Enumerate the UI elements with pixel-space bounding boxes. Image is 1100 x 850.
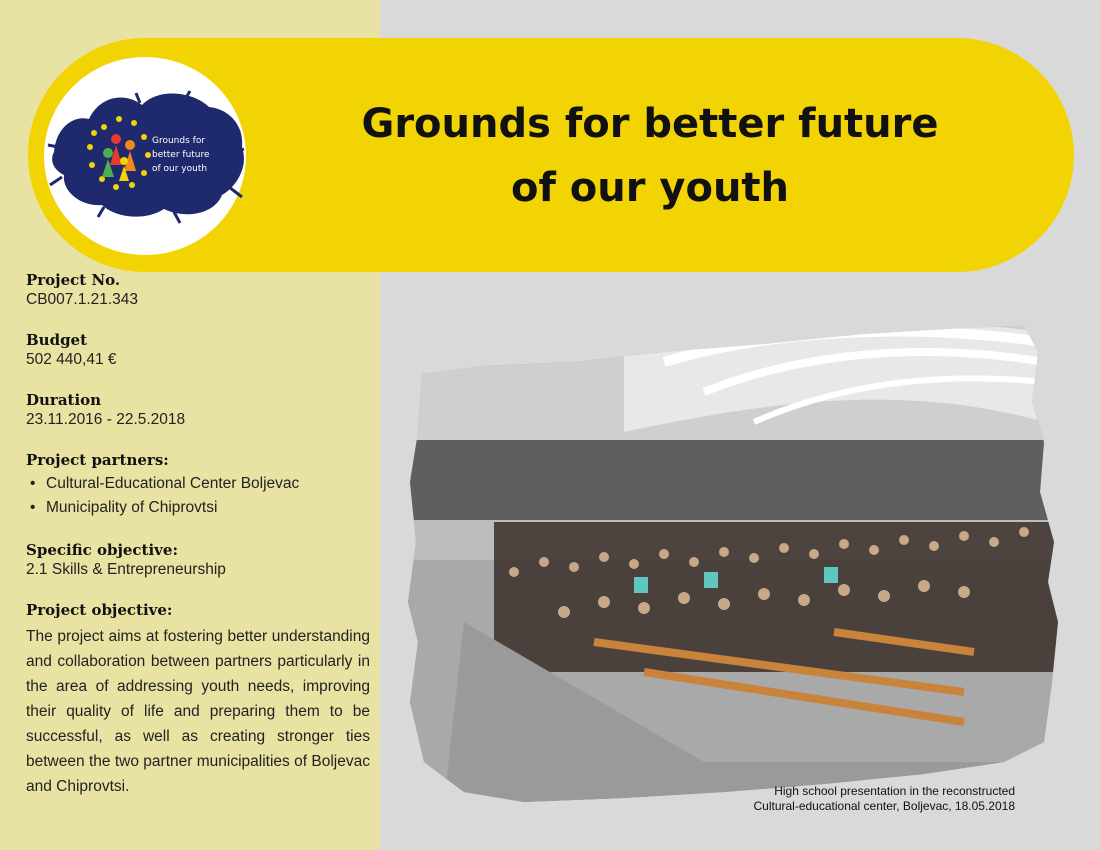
duration-label: Duration <box>26 391 102 409</box>
project-number-value: CB007.1.21.343 <box>26 291 139 308</box>
project-objective-section <box>26 600 370 799</box>
auditorium-photo <box>404 322 1060 804</box>
list-item <box>26 496 370 520</box>
partner-name: Cultural-Educational Center Boljevac <box>46 475 300 492</box>
title-line-2: of our youth <box>510 165 790 211</box>
eu-stars-figures-logo-icon <box>44 57 246 255</box>
partners-section <box>26 450 370 520</box>
partners-list <box>26 472 370 520</box>
partners-label: Project partners: <box>26 451 169 469</box>
project-objective-text: The project aims at fostering better understanding and collaboration between partners particularly in the area of addressing youth needs, improving their quality of life and preparing them to be successful, as well as creating stronger ties between the two partner municipalities of Boljevac and Chiprovtsi. <box>26 628 370 795</box>
budget-value: 502 440,41 € <box>26 351 117 368</box>
specific-objective-value: 2.1 Skills & Entrepreneurship <box>26 561 226 578</box>
logo-text-line1: Grounds for <box>152 136 206 146</box>
bullet-icon: • <box>30 499 36 516</box>
project-info <box>26 270 370 799</box>
budget-label: Budget <box>26 331 88 349</box>
duration-value: 23.11.2016 - 22.5.2018 <box>26 411 186 428</box>
project-objective-label: Project objective: <box>26 601 173 619</box>
logo-text-line3: of our youth <box>152 164 208 174</box>
partner-name: Municipality of Chiprovtsi <box>46 499 218 516</box>
caption-line-2: Cultural-educational center, Boljevac, 18.05.2018 <box>753 799 1015 813</box>
logo-text-line2: better future <box>152 150 210 160</box>
bullet-icon: • <box>30 475 36 492</box>
photo-caption <box>680 784 1015 814</box>
budget-section <box>26 330 370 370</box>
list-item <box>26 472 370 496</box>
title-line-1: Grounds for better future <box>361 101 939 147</box>
caption-line-1: High school presentation in the reconstructed <box>774 784 1015 798</box>
page-title <box>300 92 1000 220</box>
specific-objective-label: Specific objective: <box>26 541 178 559</box>
project-number-section <box>26 270 370 310</box>
duration-section <box>26 390 370 430</box>
specific-objective-section <box>26 540 370 580</box>
project-number-label: Project No. <box>26 271 121 289</box>
